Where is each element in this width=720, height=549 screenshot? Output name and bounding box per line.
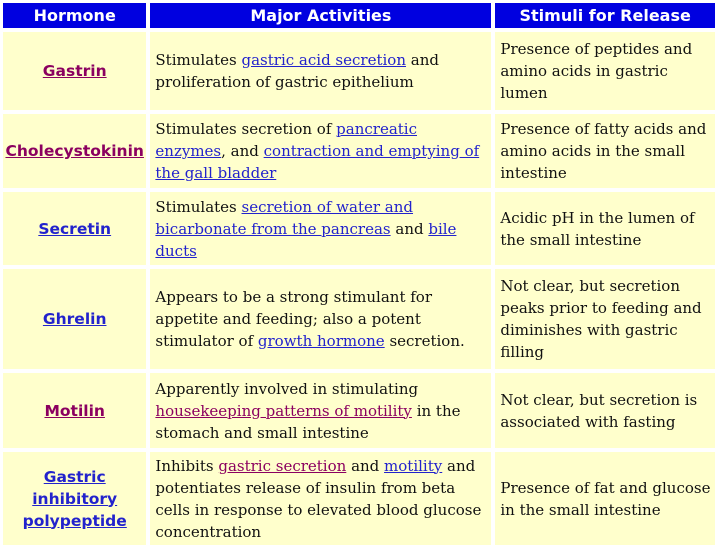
activity-text: , and — [221, 142, 264, 160]
table-row — [3, 192, 715, 265]
stimuli-cell: Presence of peptides and amino acids in gastric lumen — [495, 32, 715, 110]
activity-cell — [150, 114, 491, 188]
stimuli-cell: Not clear, but secretion peaks prior to feeding and diminishes with gastric filling — [495, 269, 715, 369]
table-row — [3, 269, 715, 369]
hormone-link-motilin[interactable]: Motilin — [44, 401, 105, 420]
table-row — [3, 114, 715, 188]
activity-cell — [150, 32, 491, 110]
stimuli-cell: Not clear, but secretion is associated with fasting — [495, 373, 715, 448]
activity-link[interactable]: motility — [384, 456, 443, 475]
hormone-link-cholecystokinin[interactable]: Cholecystokinin — [5, 142, 144, 160]
hormone-link-ghrelin[interactable]: Ghrelin — [42, 310, 107, 328]
activity-cell — [150, 192, 491, 265]
activity-text: Inhibits — [155, 456, 219, 475]
table-row — [3, 373, 715, 448]
activity-text: and — [346, 456, 385, 475]
hormone-cell — [3, 114, 146, 188]
hormone-cell — [3, 32, 146, 110]
activity-cell — [150, 269, 491, 369]
hormone-cell — [3, 452, 146, 545]
activity-link[interactable]: contraction and emptying of the gall bladder — [155, 142, 480, 182]
activity-link[interactable]: bile ducts — [155, 219, 457, 260]
activity-link[interactable]: pancreatic enzymes — [155, 120, 417, 160]
activity-link[interactable]: gastric secretion — [218, 456, 347, 475]
stimuli-cell: Presence of fatty acids and amino acids in the small intestine — [495, 114, 715, 188]
hormone-link-gastrin[interactable]: Gastrin — [42, 62, 107, 80]
activity-text: Stimulates secretion of — [155, 120, 337, 138]
activity-cell — [150, 452, 491, 545]
hormone-cell — [3, 192, 146, 265]
hormone-link-secretin[interactable]: Secretin — [38, 219, 112, 238]
activity-link[interactable]: secretion of water and bicarbonate from the pancreas — [155, 197, 414, 238]
table-row — [3, 452, 715, 545]
stimuli-cell: Presence of fat and glucose in the small intestine — [495, 452, 715, 545]
activity-cell — [150, 373, 491, 448]
hormone-cell — [3, 269, 146, 369]
hormone-link-gastric-inhibitory-polypeptide[interactable]: Gastric inhibitory polypeptide — [22, 467, 127, 530]
activity-text: and — [390, 219, 429, 238]
header-hormone: Hormone — [3, 3, 146, 28]
header-major-activities: Major Activities — [150, 3, 491, 28]
activity-link[interactable]: growth hormone — [257, 332, 385, 350]
table-row — [3, 32, 715, 110]
header-stimuli-for-release: Stimuli for Release — [495, 3, 715, 28]
hormone-cell — [3, 373, 146, 448]
activity-text: Appears to be a strong stimulant for appetite and feeding; also a potent stimulator of — [155, 288, 432, 350]
activity-text: Stimulates — [155, 51, 242, 69]
activity-text: Stimulates — [155, 197, 242, 216]
activity-text: in the stomach and small intestine — [155, 401, 461, 442]
stimuli-cell: Acidic pH in the lumen of the small intestine — [495, 192, 715, 265]
activity-link[interactable]: gastric acid secretion — [241, 51, 406, 69]
activity-text: and proliferation of gastric epithelium — [155, 51, 439, 91]
activity-text: and potentiates release of insulin from beta cells in response to elevated blood glucose concentration — [155, 456, 482, 541]
header-row — [3, 3, 715, 28]
activity-text: Apparently involved in stimulating — [155, 379, 419, 398]
activity-text: secretion. — [384, 332, 465, 350]
activity-link[interactable]: housekeeping patterns of motility — [155, 401, 412, 420]
